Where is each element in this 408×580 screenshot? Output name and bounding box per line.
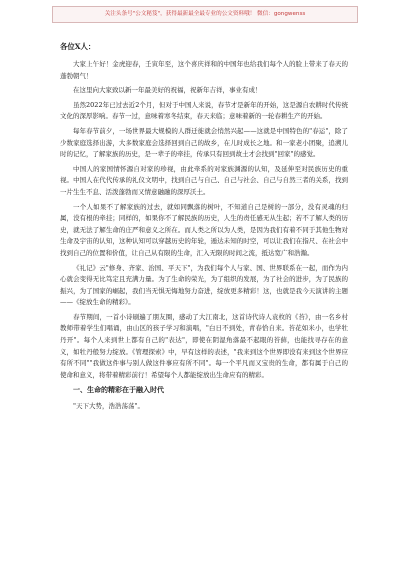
paragraph: 在这里向大家致以新一年最美好的祝福，祝新年吉祥，事业有成！ — [73, 86, 262, 95]
section-heading: 一、生命的精彩在于融入时代 — [73, 386, 164, 395]
paragraph: 每年春节前夕，一场世界最大规模的人群迁徙就会悄然兴起——这就是中国特色的"春运"，除了少数家庭选择出游，大多数家庭会选择回到自己的故乡，在儿时成长之地。和一家老小团聚，追溯儿时的记忆，了解家族的历史，是一辈子的牵挂，传承只有回到故土才会找到"回家"的感觉。 — [60, 126, 348, 159]
paragraph: 一个人如果不了解家族的过去，就如同飘落的树叶，不知道自己是树的一部分，没有灵魂的归属，没有根的牵挂；同样的，如果你不了解民族的历史，人生的责任感无从生起；若不了解人类的历史，就无法了解生命的庄严和意义之所在。而人类之所以为人类，是因为我们有着不同于其他生物对生命及宇宙的认知，这种认知可以穿越历史的年轮，遁达未知的时空，可以让我们在指尺、在社会中找到自己的位置和价值，让自己从有限的生命，汇入无限的时间之流，抵达宽广和浩瀚。 — [60, 202, 348, 257]
paragraph: 大家上午好！金虎迎春，壬寅年至，这个喜庆祥和的中国年也给我们每个人的脸上带来了春天的蓬勃朝气！ — [60, 60, 348, 80]
paragraph: 春节期间，一首小诗刷遍了朋友圈，感动了大江南北，这首诗代诗人袁枚的《苔》，由一名乡村教师带着学生们唱诵，由山区的孩子学习和演唱，"白日不到处，青春恰自来。苔花如米小，也学牡丹开"。每个人来到世上都有自己的"表达"，即使在阴湿角落最不起眼的苔藓，也能找寻存在的意义，如牡丹般努力绽放。《管理探索》中，早有这样的表述，"我来到这个世界即没有来到这个世界应有所不同""我做这件事与别人做这件事应有所不同"。每一个平凡而又宝贵的生命，都有属于自己的使命和意义，将带着精彩前行！希望每个人都能绽放出生命应有的精彩。 — [60, 312, 348, 379]
paragraph: 虽然2022年已过去近2个月，但对于中国人来说，春节才是新年的开始，这是源自农耕时代传统文化的深厚影响。春节一过，意味着寒冬结束，春天来临；意味着新的一轮春耕生产的开始。 — [60, 100, 348, 121]
document-body — [60, 40, 348, 412]
salutation: 各位X人： — [60, 42, 96, 51]
quote: "天下大势，浩浩荡荡"。 — [73, 402, 144, 411]
paragraph: 中国人的家国情怀源自对家的珍视，由此牵系的对家族渊源的认知，及延伸至对民族历史的重视。中国人在代代传承的礼仪文明中，找到自己与自己、自己与社会、自己与自然三者的关系，找到一片生生不息、活泼蓬勃而又情意融融的深厚沃土。 — [60, 164, 348, 196]
top-banner: 关注头条号"公文秘笈"，获得最新最全最专业的公文资料哦！ 微信：gongwenss — [52, 6, 358, 23]
paragraph: 《礼记》云"修身、齐家、治国、平天下"，为我们每个人与家、国、世界联系在一起，而作为内心就会变得无比笃定且充满力量。为了生命的荣光，为了组织的发展，为了社会的进步，为了民族的振兴，为了国家的崛起，我们当无惧无悔地努力奋进，绽放更多精彩！这，也就是我今天演讲的主题——《绽放生命的精彩》。 — [60, 263, 348, 307]
